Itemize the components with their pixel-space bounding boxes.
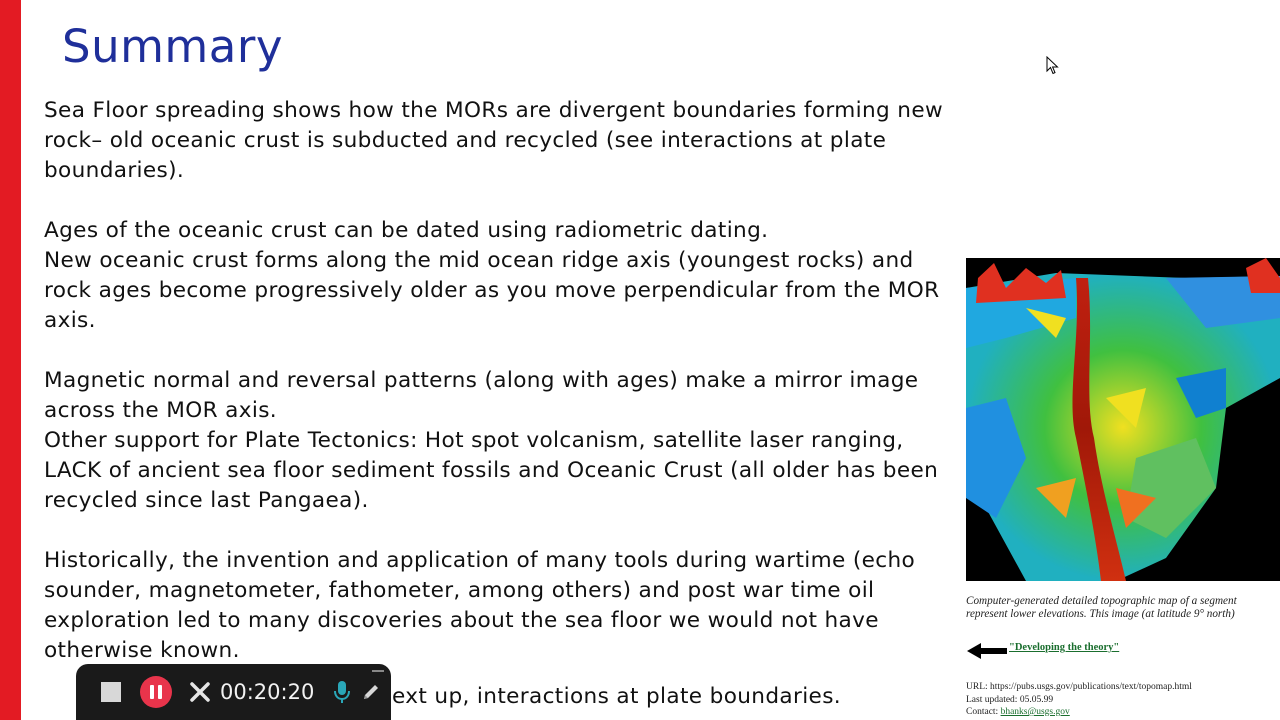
- close-icon: [189, 681, 211, 703]
- developing-theory-link[interactable]: "Developing the theory": [967, 641, 1187, 661]
- pencil-icon: [361, 682, 381, 702]
- microphone-button[interactable]: [332, 678, 352, 706]
- paragraph-sea-floor: Sea Floor spreading shows how the MORs are divergent boundaries forming new rock– old oceanic crust is subducted and recycled (see interactions at plate boundaries).: [44, 98, 943, 183]
- figure-metadata: URL: https://pubs.usgs.gov/publications/text/topomap.html Last updated: 05.05.99 Contact: bhanks@usgs.gov: [966, 682, 1192, 717]
- contact-email-link[interactable]: bhanks@usgs.gov: [1000, 707, 1070, 717]
- cancel-recording-button[interactable]: [188, 678, 212, 706]
- microphone-icon: [334, 680, 350, 704]
- stop-icon: [101, 682, 121, 702]
- paragraph-other-support: Other support for Plate Tectonics: Hot spot volcanism, satellite laser ranging, LACK of ancient sea floor sediment fossils and Oceanic Crust (all older has been recycled since last Pangaea).: [44, 428, 939, 513]
- paragraph-ages: Ages of the oceanic crust can be dated using radiometric dating.: [44, 218, 769, 243]
- slide-title: Summary: [62, 20, 283, 73]
- figure-caption: Computer-generated detailed topographic map of a segment represent lower elevations. This image (at latitude 9° north): [966, 595, 1237, 620]
- screen-recorder-toolbar: [76, 664, 391, 720]
- paragraph-new-crust: New oceanic crust forms along the mid ocean ridge axis (youngest rocks) and rock ages become progressively older as you move perpendicular from the MOR axis.: [44, 248, 940, 333]
- paragraph-historically: Historically, the invention and application of many tools during wartime (echo sounder, magnetometer, fathometer, among others) and post war time oil exploration led to many discoveries about the sea floor we would not have otherwise known.: [44, 548, 916, 663]
- slide-accent-bar: [0, 0, 21, 720]
- recording-timer: 00:20:20: [220, 680, 315, 704]
- draw-button[interactable]: [360, 678, 382, 706]
- paragraph-next-up: ext up, interactions at plate boundaries.: [392, 684, 842, 709]
- stop-button[interactable]: [99, 678, 123, 706]
- pause-button[interactable]: [140, 678, 172, 706]
- topographic-map-image: [966, 258, 1280, 581]
- paragraph-magnetic: Magnetic normal and reversal patterns (along with ages) make a mirror image across the MOR axis.: [44, 368, 919, 423]
- mouse-cursor-icon: [1046, 56, 1060, 76]
- minimize-handle[interactable]: [372, 670, 384, 672]
- pause-icon: [140, 676, 172, 708]
- arrow-left-icon: [967, 643, 1007, 659]
